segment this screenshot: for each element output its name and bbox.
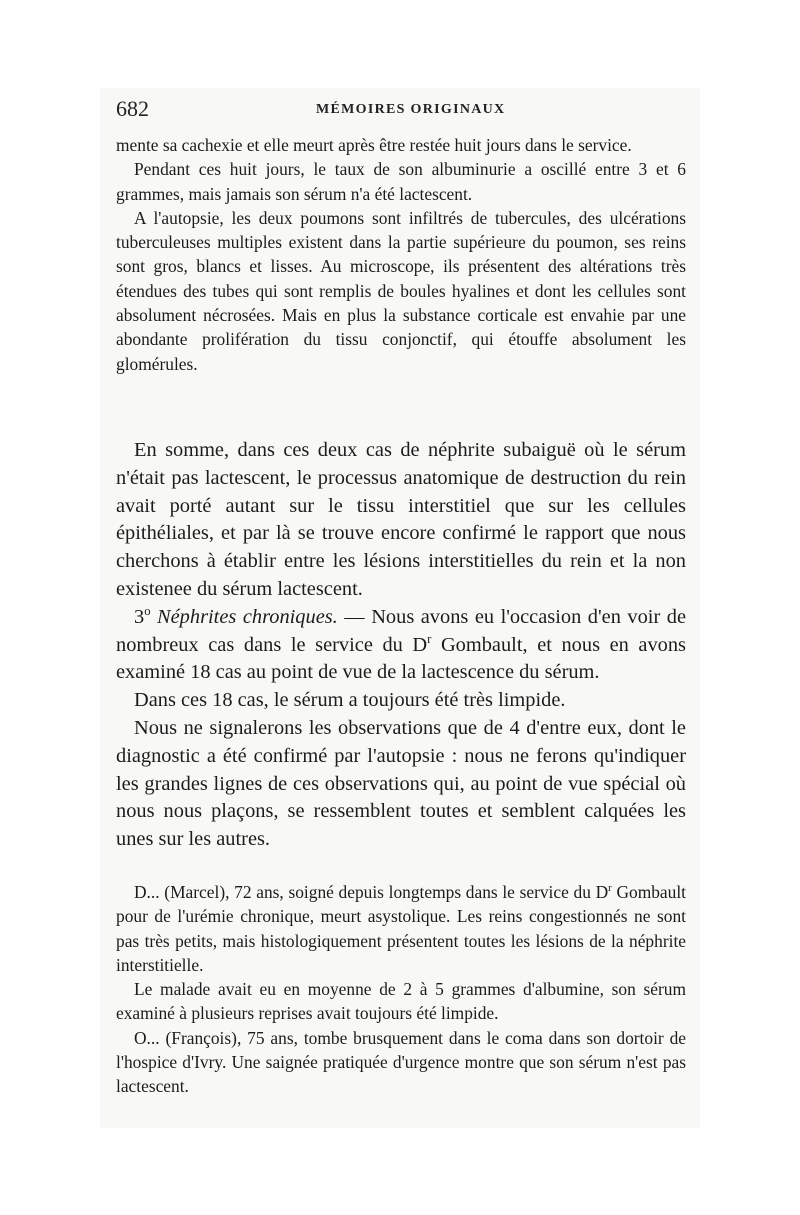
page-number: 682 xyxy=(116,96,149,121)
section-number: 3 xyxy=(134,605,145,628)
page-header xyxy=(116,96,686,122)
paragraph-observations-intro: Nous ne signalerons les observations que de 4 d'entre eux, dont le diagnostic a été confirmé par l'autopsie : nous ne ferons qu'indiquer les grandes lignes de ces observations qui, au point de vue spécial où nous nous plaçons, se ressemblent toutes et semblent calquées les unes sur les autres. xyxy=(116,716,686,851)
paragraph-albuminuria: Pendant ces huit jours, le taux de son albuminurie a oscillé entre 3 et 6 grammes, mais jamais son sérum n'a été lactescent. xyxy=(116,159,686,204)
section-number-superscript: o xyxy=(144,603,151,618)
paragraph-limpid-serum: Dans ces 18 cas, le sérum a toujours été très limpide. xyxy=(134,689,566,712)
observations xyxy=(116,880,686,1099)
paragraph-summary: En somme, dans ces deux cas de néphrite subaiguë où le sérum n'était pas lactescent, le processus anatomique de destruction du rein avait porté autant sur le tissu interstitiel que sur les cellules épithéliales, et par là se trouve encore confirmé le rapport que nous cherchons à établir entre les lésions interstitielles du rein et la non existenee du sérum lactescent. xyxy=(116,439,686,600)
paragraph-continuation: mente sa cachexie et elle meurt après être restée huit jours dans le service. xyxy=(116,135,632,155)
doctor-abbrev-superscript: r xyxy=(608,882,612,895)
observation-marcel-text-a: D... (Marcel), 72 ans, soigné depuis longtemps dans le service du D xyxy=(134,882,609,902)
section-text-a: — Nous avons eu l'occasion d'en voir de nombreux cas dans le service du D xyxy=(116,605,686,656)
observation-francois: O... (François), 75 ans, tombe brusquement dans le coma dans son dortoir de l'hospice d'Ivry. Une saignée pratiquée d'urgence montre que son sérum n'est pas lactescent. xyxy=(116,1027,686,1097)
section-title: Néphrites chroniques. xyxy=(157,605,338,628)
observation-marcel xyxy=(116,880,686,977)
case-description xyxy=(116,133,686,376)
paragraph-autopsy: A l'autopsie, les deux poumons sont infiltrés de tubercules, des ulcérations tuberculeuses multiples existent dans la partie supérieure du poumon, ses reins sont gros, blancs et lisses. Au microscope, ils présentent des altérations très étendues des tubes qui sont remplis de boules hyalines et dont les cellules sont absolument nécrosées. Mais en plus la substance corticale est envahie par une abondante prolifération du tissu conjonctif, qui étouffe absolument les glomérules. xyxy=(116,207,686,374)
running-head: MÉMOIRES ORIGINAUX xyxy=(316,102,506,117)
observation-marcel-text-b: Gombault pour de l'urémie chronique, meurt asystolique. Les reins congestionnés ne sont pas très petits, mais histologiquement présentent toutes les lésions de la néphrite interstitielle. xyxy=(116,882,687,975)
doctor-abbrev-superscript: r xyxy=(427,631,432,646)
paragraph-chronic-nephritis xyxy=(116,604,686,687)
main-discussion xyxy=(116,437,686,854)
observation-marcel-albumin: Le malade avait eu en moyenne de 2 à 5 grammes d'albumine, son sérum examiné à plusieurs reprises avait toujours été limpide. xyxy=(116,979,686,1024)
section-text-b: Gombault, et nous en avons examiné 18 cas au point de vue de la lactescence du sérum. xyxy=(116,633,686,684)
